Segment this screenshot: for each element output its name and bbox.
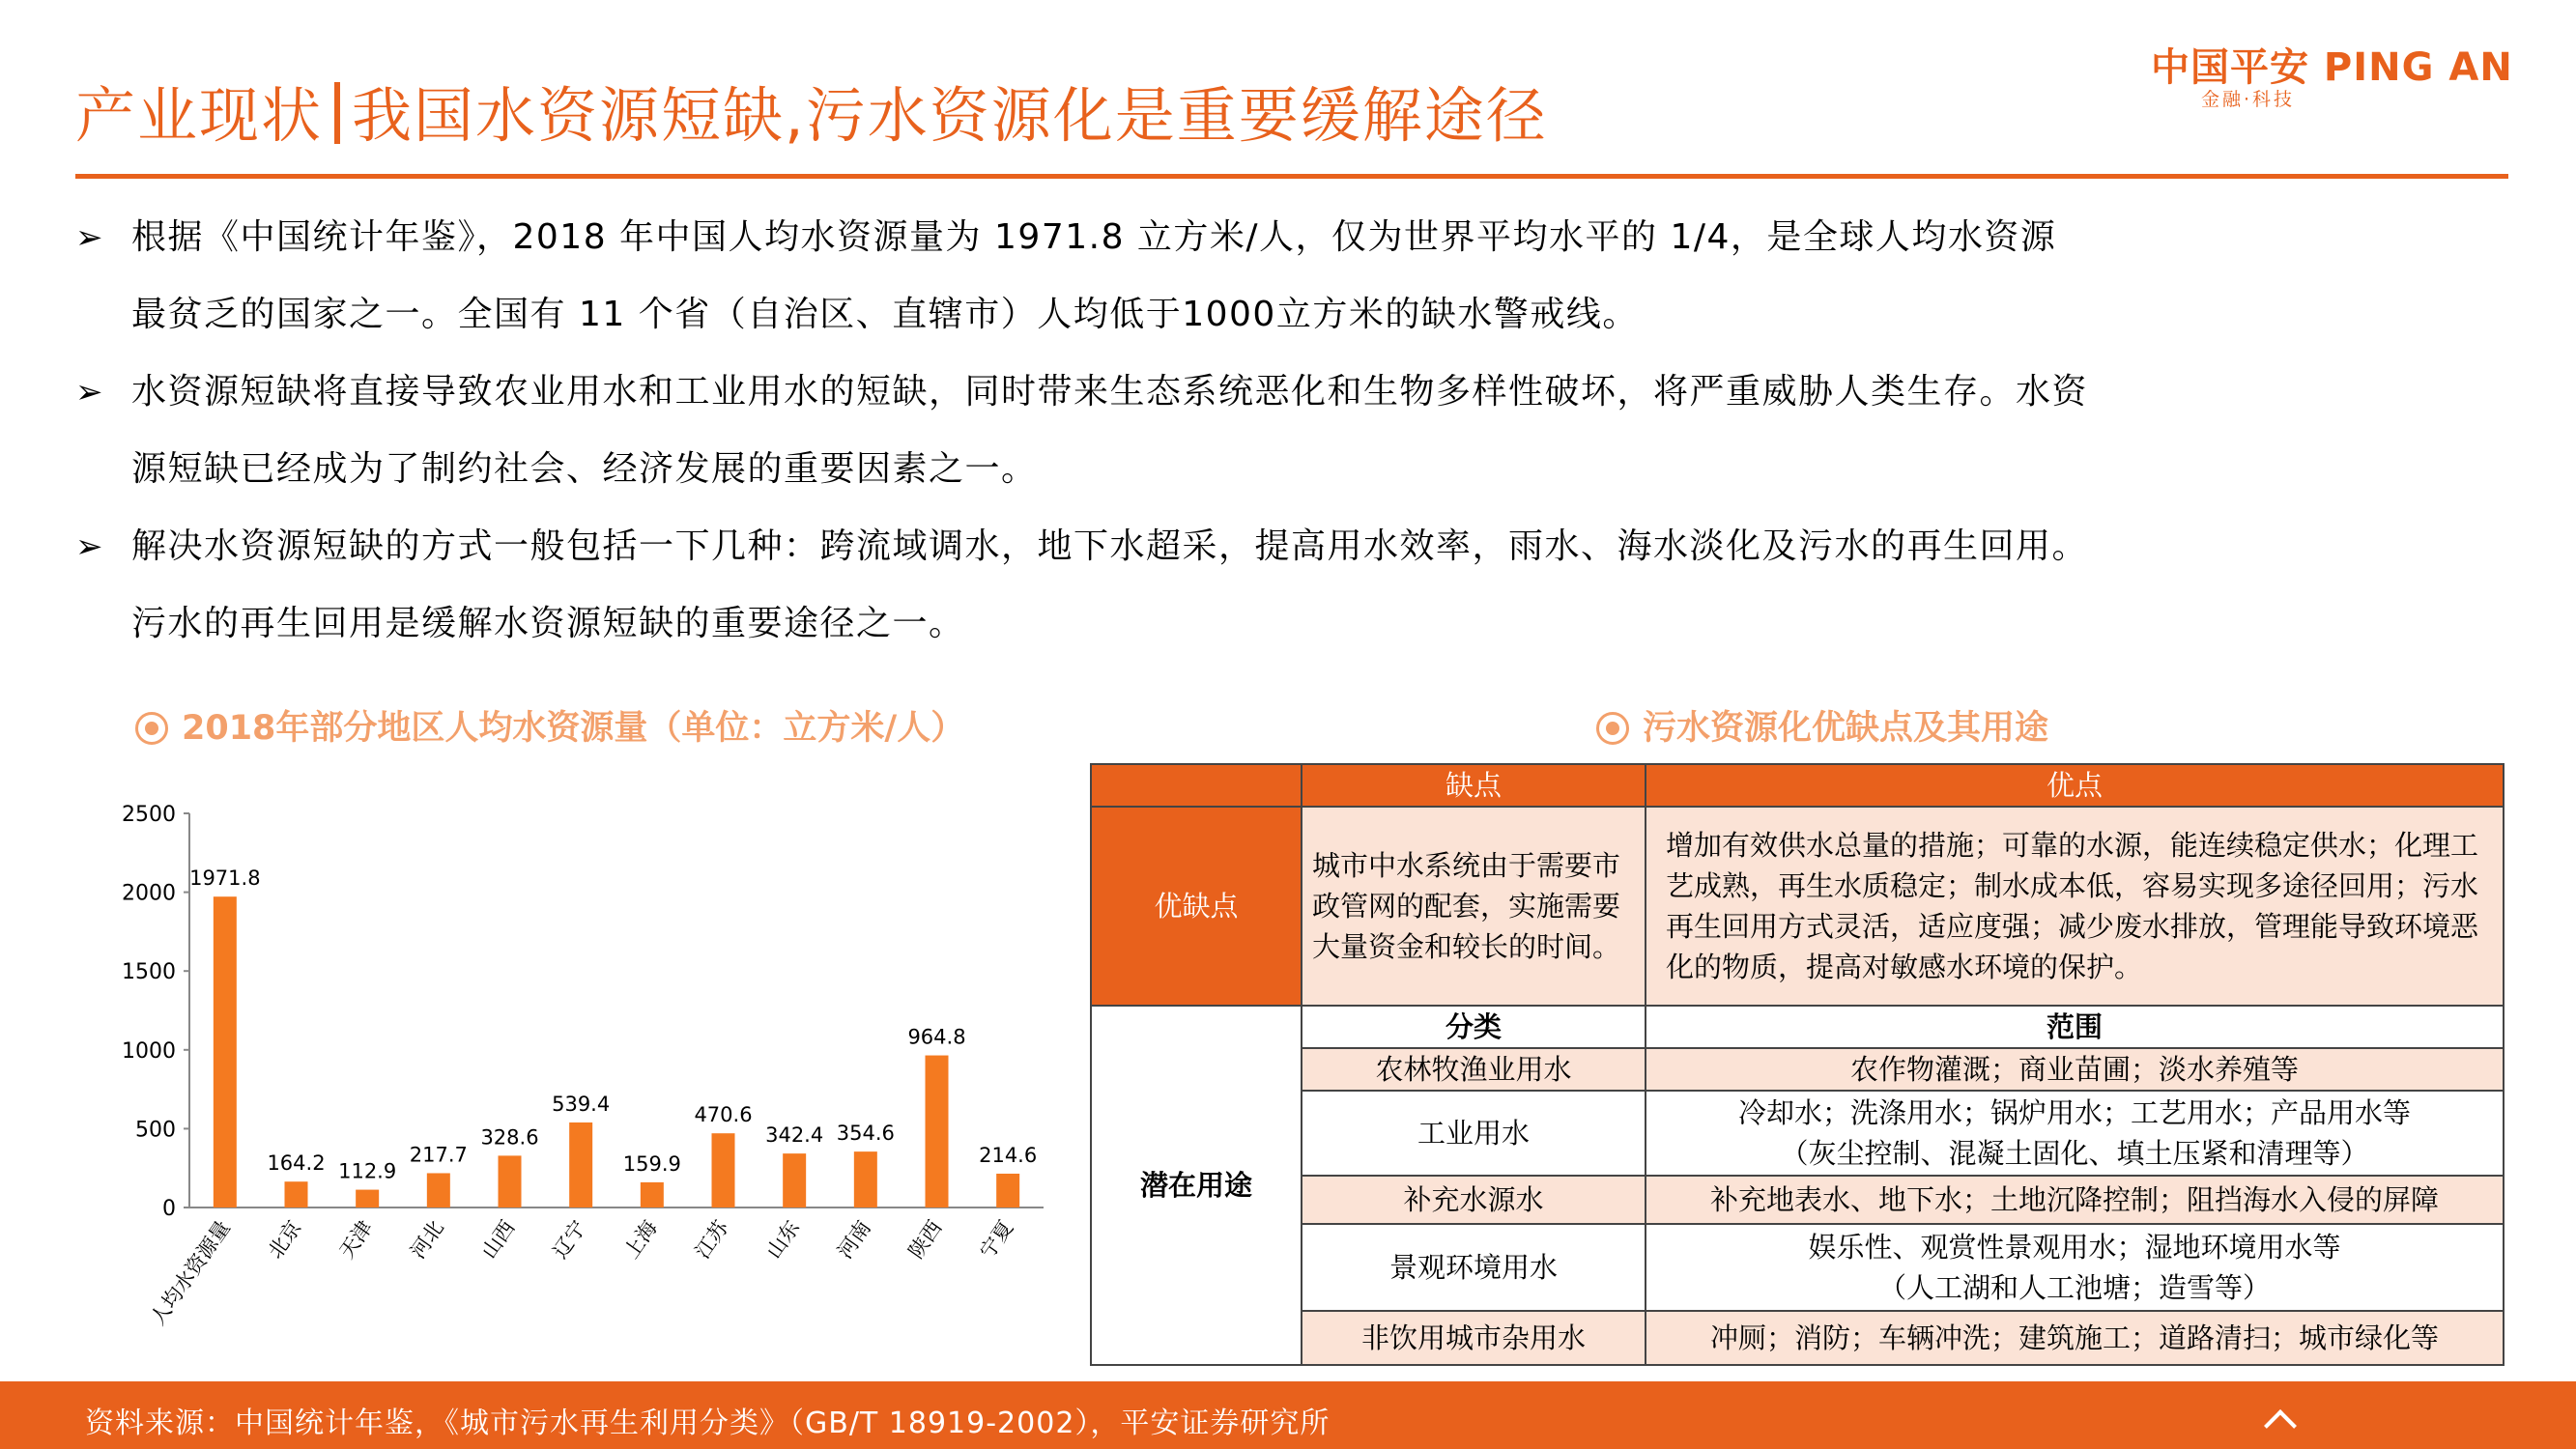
header-weak: 缺点 (1302, 764, 1646, 807)
bar (356, 1190, 379, 1208)
use-scope-line: 冷却水；洗涤用水；锅炉用水；工艺用水；产品用水等 (1737, 1096, 2411, 1129)
y-tick-label: 1500 (122, 960, 176, 985)
row-label-uses: 潜在用途 (1091, 1006, 1302, 1365)
x-tick-label: 辽宁 (548, 1216, 591, 1264)
bar-value-label: 164.2 (267, 1151, 326, 1176)
bar-value-label: 539.4 (552, 1092, 611, 1116)
bar-value-label: 964.8 (907, 1025, 966, 1049)
y-tick-label: 500 (135, 1118, 176, 1143)
x-tick-label: 人均水资源量 (145, 1216, 235, 1330)
title-headline: 我国水资源短缺,污水资源化是重要缓解途径 (352, 80, 1548, 151)
bar-value-label: 342.4 (765, 1123, 824, 1148)
title-divider (334, 82, 340, 144)
x-tick-label: 宁夏 (975, 1216, 1018, 1264)
bar (285, 1181, 308, 1208)
water-resource-bar-chart (116, 792, 1053, 1372)
bar (996, 1174, 1019, 1208)
bar-value-label: 217.7 (409, 1143, 468, 1167)
y-tick-label: 0 (162, 1197, 176, 1221)
bar (712, 1133, 735, 1208)
bullet-line: 源短缺已经成为了制约社会、经济发展的重要因素之一。 (131, 449, 1038, 489)
chart-section-title (135, 701, 964, 750)
x-tick-label: 北京 (263, 1216, 306, 1264)
y-tick-label: 2500 (122, 803, 176, 827)
title-section: 产业现状 (75, 80, 324, 151)
weak-text-cell: 城市中水系统由于需要市政管网的配套，实施需要大量资金和较长的时间。 (1302, 807, 1646, 1006)
table-section-title (1596, 701, 2048, 750)
bar (499, 1155, 522, 1208)
bar (854, 1151, 877, 1208)
bar (427, 1173, 450, 1208)
x-tick-label: 山东 (761, 1216, 805, 1264)
use-scope-line: 农作物灌溉；商业苗圃；淡水养殖等 (1849, 1053, 2299, 1086)
use-scope-line: （人工湖和人工池塘；造雪等） (1877, 1271, 2271, 1304)
use-scope (1646, 1048, 2504, 1091)
y-tick-label: 2000 (122, 881, 176, 906)
use-scope-line: 冲厕；消防；车辆冲洗；建筑施工；道路清扫；城市绿化等 (1709, 1321, 2439, 1354)
data-source-note: 资料来源：中国统计年鉴，《城市污水再生利用分类》（GB/T 18919-2002），平安证券研究所 (85, 1406, 1331, 1440)
bar (214, 896, 237, 1208)
logo-text: 中国平安 PING AN (2151, 45, 2513, 90)
arrow-bullet-icon: ➢ (75, 218, 104, 257)
page-title (75, 68, 1548, 154)
bar-value-label: 1971.8 (189, 867, 261, 891)
use-scope (1646, 1224, 2504, 1311)
x-tick-label: 江苏 (690, 1216, 733, 1264)
x-tick-label: 天津 (334, 1216, 378, 1264)
strong-text-cell: 增加有效供水总量的措施；可靠的水源，能连续稳定供水；化理工艺成熟，再生水质稳定；制水成本低，容易实现多途径回用；污水再生回用方式灵活，适应度强；减少废水排放，管理能导致环境恶化的物质，提高对敏感水环境的保护。 (1646, 807, 2504, 1006)
bar-value-label: 470.6 (694, 1103, 753, 1127)
bullet-line: 水资源短缺将直接导致农业用水和工业用水的短缺，同时带来生态系统恶化和生物多样性破坏，将严重威胁人类生存。水资 (131, 372, 2089, 412)
header-strong: 优点 (1646, 764, 2504, 807)
y-tick-label: 1000 (122, 1038, 176, 1064)
bullet-line: 解决水资源短缺的方式一般包括一下几种：跨流域调水，地下水超采，提高用水效率，雨水、海水淡化及污水的再生回用。 (131, 526, 2089, 566)
bar (569, 1122, 592, 1208)
use-scope-line: （灰尘控制、混凝土固化、填土压紧和清理等） (1780, 1137, 2369, 1170)
target-circle-icon (135, 712, 168, 745)
footer-bar (0, 1381, 2576, 1449)
use-category: 农林牧渔业用水 (1302, 1048, 1646, 1091)
logo-tagline: 金融·科技 (2201, 89, 2296, 110)
header-rule (75, 174, 2508, 179)
table-corner-cell (1091, 764, 1302, 807)
x-tick-label: 山西 (476, 1216, 520, 1264)
use-category: 工业用水 (1302, 1091, 1646, 1176)
x-tick-label: 陕西 (903, 1216, 947, 1264)
arrow-bullet-icon: ➢ (75, 527, 104, 566)
row-label-pros-cons: 优缺点 (1091, 807, 1302, 1006)
wastewater-pros-cons-table (1090, 763, 2504, 1366)
bar-value-label: 112.9 (338, 1159, 397, 1183)
arrow-bullet-icon: ➢ (75, 373, 104, 412)
bar (641, 1182, 664, 1208)
chart-title-text: 2018年部分地区人均水资源量（单位：立方米/人） (182, 709, 965, 748)
bar-value-label: 214.6 (979, 1143, 1038, 1167)
use-category: 景观环境用水 (1302, 1224, 1646, 1311)
use-scope-line: 补充地表水、地下水；土地沉降控制；阻挡海水入侵的屏障 (1709, 1183, 2439, 1216)
use-scope (1646, 1176, 2504, 1224)
bullet-line: 最贫乏的国家之一。全国有 11 个省（自治区、直辖市）人均低于1000立方米的缺水警戒线。 (131, 295, 1639, 334)
bar-value-label: 328.6 (480, 1125, 539, 1150)
bar (926, 1056, 949, 1208)
target-circle-icon (1596, 712, 1629, 745)
bullet-line: 根据《中国统计年鉴》，2018 年中国人均水资源量为 1971.8 立方米/人，仅为世界平均水平的 1/4，是全球人均水资源 (131, 217, 2057, 257)
table-title-text: 污水资源化优缺点及其用途 (1643, 709, 2049, 748)
x-tick-label: 河南 (833, 1216, 875, 1264)
use-scope (1646, 1091, 2504, 1176)
x-tick-label: 河北 (406, 1216, 448, 1264)
bar (783, 1153, 806, 1208)
use-category: 补充水源水 (1302, 1176, 1646, 1224)
bar-value-label: 159.9 (622, 1151, 681, 1176)
pingan-logo (2151, 37, 2513, 110)
bar-value-label: 354.6 (836, 1122, 895, 1146)
use-scope (1646, 1311, 2504, 1365)
bullet-line: 污水的再生回用是缓解水资源短缺的重要途径之一。 (131, 604, 965, 643)
header-category: 分类 (1302, 1006, 1646, 1048)
use-scope-line: 娱乐性、观赏性景观用水；湿地环境用水等 (1808, 1231, 2341, 1264)
chevron-up-icon (2264, 1409, 2297, 1442)
header-scope: 范围 (1646, 1006, 2504, 1048)
x-tick-label: 上海 (619, 1216, 662, 1264)
use-category: 非饮用城市杂用水 (1302, 1311, 1646, 1365)
